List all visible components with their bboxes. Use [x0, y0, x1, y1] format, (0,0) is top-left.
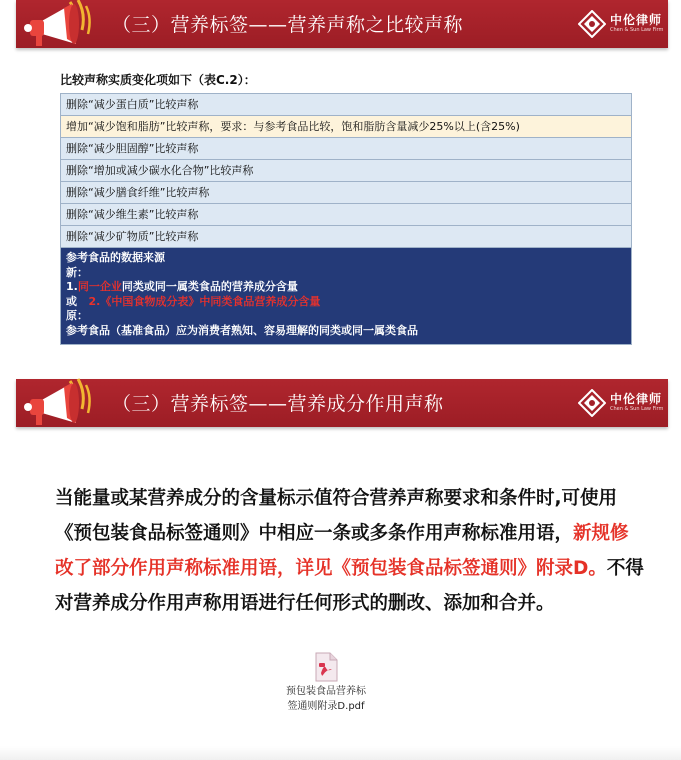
item-1-text: 同类或同一属类食品的营养成分含量 — [121, 280, 298, 293]
megaphone-icon — [20, 375, 100, 435]
table-row: 删除“减少蛋白质”比较声称 — [61, 94, 631, 116]
table-row-highlight: 增加“减少饱和脂肪”比较声称，要求：与参考食品比较，饱和脂肪含量减少25%以上(含25%) — [61, 116, 631, 138]
item-1-number: 1. — [66, 280, 78, 293]
attachment-name-line-2: 签通则附录D.pdf — [287, 701, 365, 712]
page-bottom-shadow — [0, 746, 681, 760]
paragraph-new-rule: 新规修改了部分作用声称标准用语，详见《预包装食品标签通则》附录D。 — [55, 523, 629, 579]
item-1-highlight: 同一企业 — [77, 280, 122, 293]
firm-logo-cn: 中伦律师 — [610, 392, 663, 406]
pdf-file-icon[interactable] — [314, 652, 338, 682]
reference-source-box — [61, 248, 631, 344]
source-heading: 参考食品的数据来源 — [66, 251, 165, 264]
firm-logo-icon — [578, 389, 606, 417]
paragraph-part-3: 不得对营养成分作用声称用语进行任何形式的删改、添加和合并。 — [55, 558, 644, 614]
firm-logo — [578, 10, 664, 38]
section-banner-comparison — [16, 0, 668, 48]
paragraph-part-1: 当能量或某营养成分的含量标示值符合营养声称要求和条件时,可使用《预包装食品标签通则》中相应一条或多条作用声称标准用语， — [55, 488, 618, 544]
firm-logo-icon — [578, 10, 606, 38]
section-banner-function — [16, 379, 668, 427]
function-claim-paragraph — [55, 481, 645, 621]
table-row: 删除“减少膳食纤维”比较声称 — [61, 182, 631, 204]
table-row: 删除“增加或减少碳水化合物”比较声称 — [61, 160, 631, 182]
firm-logo-en: Chen & Sun Law Firm — [610, 406, 664, 412]
source-item-1 — [66, 280, 626, 295]
table-row: 删除“减少矿物质”比较声称 — [61, 226, 631, 248]
pdf-attachment-name[interactable] — [268, 684, 384, 714]
firm-logo — [578, 389, 664, 417]
megaphone-icon — [20, 0, 100, 56]
banner-title: （三）营养标签——营养声称之比较声称 — [112, 14, 464, 36]
change-table — [60, 93, 632, 345]
firm-logo-en: Chen & Sun Law Firm — [610, 27, 664, 33]
source-old-text: 参考食品（基准食品）应为消费者熟知、容易理解的同类或同一属类食品 — [66, 323, 418, 337]
table-row: 删除“减少维生素”比较声称 — [61, 204, 631, 226]
section-heading: 比较声称实质变化项如下（表C.2）： — [60, 73, 256, 87]
source-new-label: 新： — [66, 265, 88, 279]
banner-title: （三）营养标签——营养成分作用声称 — [112, 393, 444, 415]
table-row: 删除“减少胆固醇”比较声称 — [61, 138, 631, 160]
or-label: 或 — [66, 294, 77, 308]
attachment-name-line-1: 预包装食品营养标 — [286, 686, 366, 697]
item-2-text: 2.《中国食物成分表》中同类食品营养成分含量 — [88, 294, 321, 308]
source-old-label: 原： — [66, 309, 88, 322]
firm-logo-cn: 中伦律师 — [610, 13, 663, 27]
source-item-2 — [66, 295, 626, 310]
